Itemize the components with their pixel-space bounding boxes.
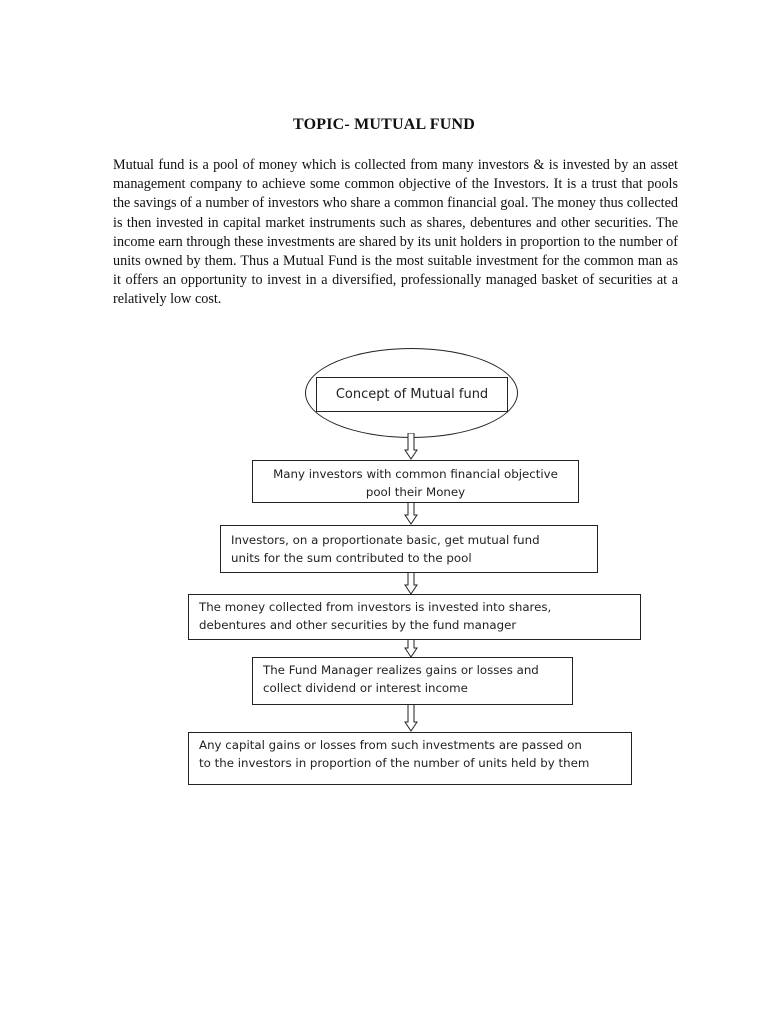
flow-step-text: Investors, on a proportionate basic, get mutual fund xyxy=(231,533,540,547)
flow-step-box xyxy=(252,657,573,705)
flow-step-text: units for the sum contributed to the pool xyxy=(231,551,472,565)
down-arrow-icon xyxy=(404,703,418,732)
intro-paragraph: Mutual fund is a pool of money which is collected from many investors & is invested by an asset management company to achieve some common objective of the Investors. It is a trust that pools the savings of a number of investors who share a common financial goal. The money thus collected is then invested in capital market instruments such as shares, debentures and other securities. The income earn through these investments are shared by its unit holders in proportion to the number of units owned by them. Thus a Mutual Fund is the most suitable investment for the common man as it offers an opportunity to invest in a diversified, professionally managed basket of securities at a relatively low cost. xyxy=(113,157,678,308)
flow-step-box xyxy=(252,460,579,503)
down-arrow-icon xyxy=(404,433,418,460)
down-arrow-icon xyxy=(404,570,418,595)
flow-step-text: pool their Money xyxy=(365,485,466,499)
flow-step-box xyxy=(188,594,641,640)
document-title: TOPIC- MUTUAL FUND xyxy=(293,116,475,133)
flow-step-text: Many investors with common financial objective xyxy=(273,467,558,481)
flow-step-text: The Fund Manager realizes gains or losses and xyxy=(263,663,539,677)
flow-step-text: to the investors in proportion of the number of units held by them xyxy=(199,756,590,770)
flow-step-text: The money collected from investors is invested into shares, xyxy=(199,600,552,614)
flow-step-text: Any capital gains or losses from such investments are passed on xyxy=(199,738,582,752)
flow-step-text: debentures and other securities by the fund manager xyxy=(199,618,517,632)
concept-box: Concept of Mutual fund xyxy=(316,377,508,412)
flow-step-text: collect dividend or interest income xyxy=(263,681,468,695)
down-arrow-icon xyxy=(404,500,418,525)
flow-step-box xyxy=(188,732,632,785)
flow-step-box xyxy=(220,525,598,573)
